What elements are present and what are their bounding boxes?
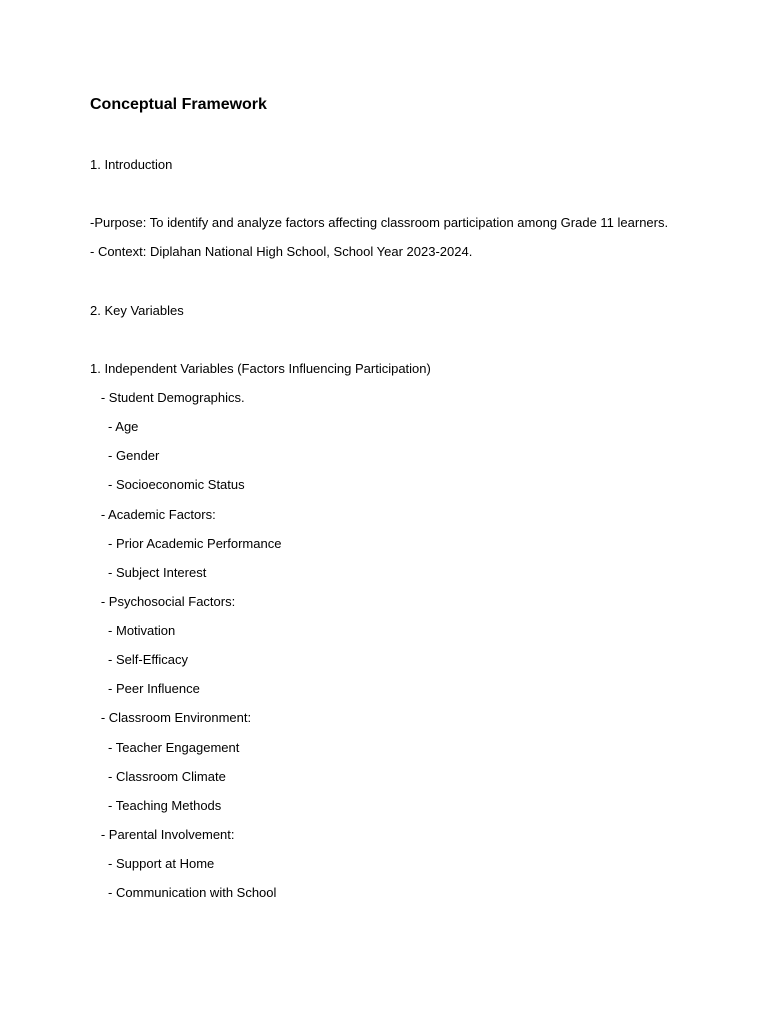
list-item: - Support at Home xyxy=(90,856,215,871)
list-item: - Gender xyxy=(90,448,160,463)
list-item: - Self-Efficacy xyxy=(90,652,189,667)
list-item: - Student Demographics. xyxy=(90,390,245,405)
section-heading-key-variables: 2. Key Variables xyxy=(90,303,184,318)
list-item: - Age xyxy=(90,419,139,434)
list-item: - Socioeconomic Status xyxy=(90,477,245,492)
section-heading-introduction: 1. Introduction xyxy=(90,157,173,172)
context-line: - Context: Diplahan National High School, School Year 2023-2024. xyxy=(90,244,473,259)
list-item: 1. Independent Variables (Factors Influencing Participation) xyxy=(90,361,431,376)
list-item: - Motivation xyxy=(90,623,176,638)
list-item: - Academic Factors: xyxy=(90,507,216,522)
document-title: Conceptual Framework xyxy=(90,96,267,113)
list-item: - Teaching Methods xyxy=(90,798,222,813)
list-item: - Prior Academic Performance xyxy=(90,536,282,551)
list-item: - Peer Influence xyxy=(90,681,200,696)
purpose-line: -Purpose: To identify and analyze factors affecting classroom participation among Grade 11 learners. xyxy=(90,215,669,230)
list-item: - Teacher Engagement xyxy=(90,740,240,755)
list-item: - Classroom Climate xyxy=(90,769,226,784)
list-item: - Parental Involvement: xyxy=(90,827,235,842)
list-item: - Psychosocial Factors: xyxy=(90,594,236,609)
list-item: - Communication with School xyxy=(90,885,277,900)
list-item: - Classroom Environment: xyxy=(90,710,252,725)
list-item: - Subject Interest xyxy=(90,565,207,580)
